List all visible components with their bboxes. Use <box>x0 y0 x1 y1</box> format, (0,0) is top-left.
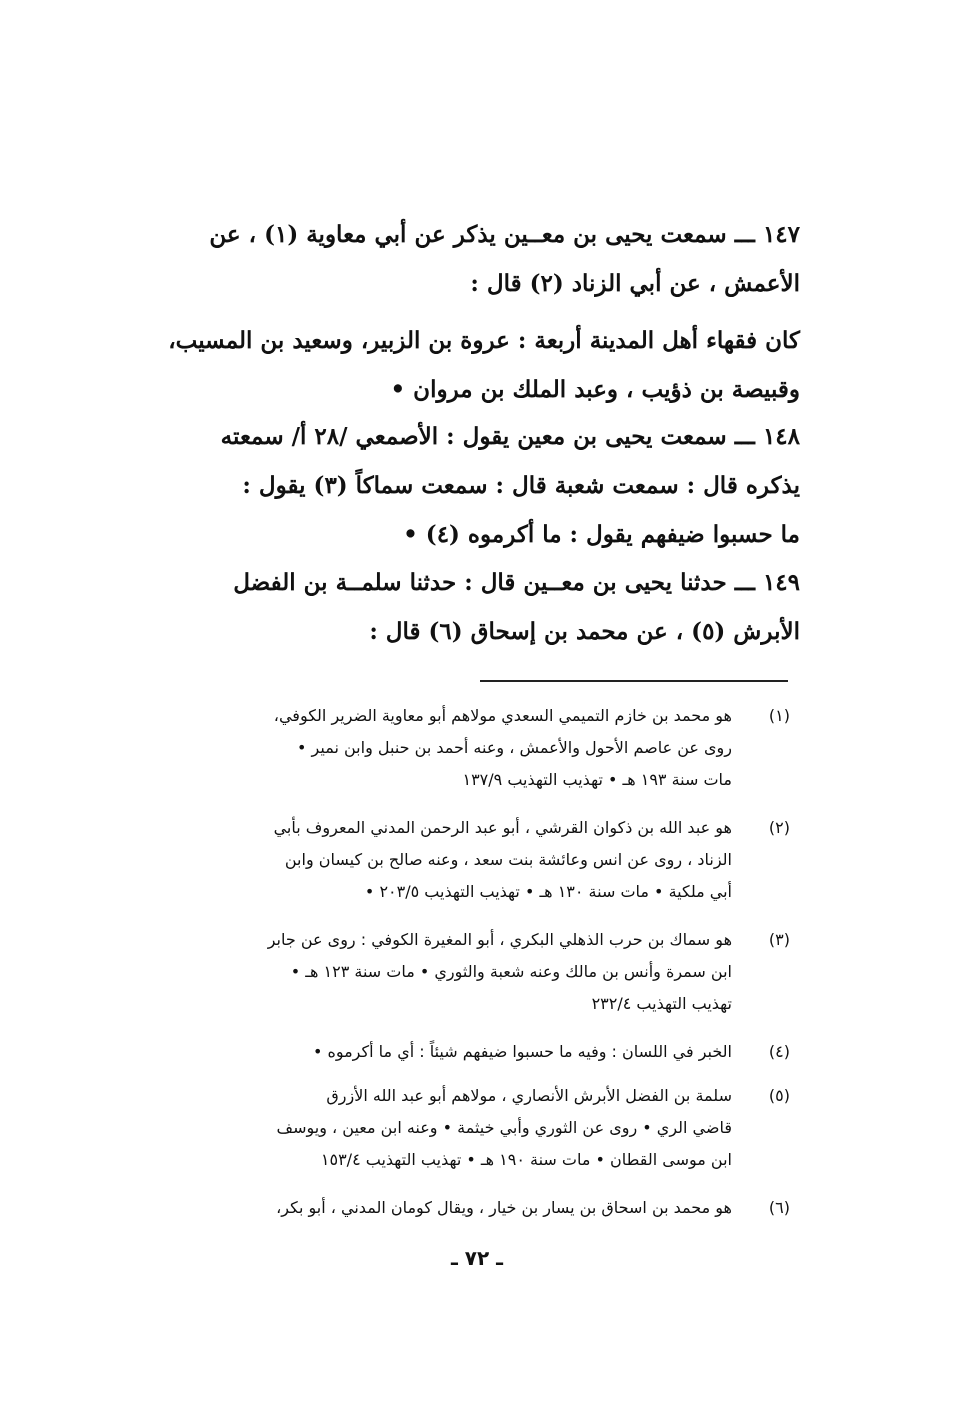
footnote-number: (١) <box>768 706 790 725</box>
entry-149 <box>140 558 800 656</box>
text-line: سلمة بن الفضل الأبرش الأنصاري ، مولاهم أبو عبد الله الأزرق <box>326 1086 732 1105</box>
text-line: هو سماك بن حرب الذهلي البكري ، أبو المغيرة الكوفي : روى عن جابر <box>267 930 732 949</box>
text-line: قاضي الري • روى عن الثوري وأبي خيثمة • وعنه ابن معين ، ويوسف <box>276 1118 732 1137</box>
main-text <box>140 510 832 559</box>
text-line: مات سنة ١٩٣ هـ • تهذيب التهذيب ١٣٧/٩ <box>462 770 732 789</box>
footnote-text <box>140 1192 732 1224</box>
footnote-3 <box>140 924 790 1020</box>
footnote-separator <box>480 680 788 682</box>
text-line: أبي ملكية • مات سنة ١٣٠ هـ • تهذيب التهذيب ٢٠٣/٥ • <box>364 882 732 901</box>
footnote-text <box>140 700 732 796</box>
text-line: ما حسبوا ضيفهم يقول : ما أكرموه (٤) • <box>403 521 800 548</box>
footnote-text <box>140 1080 732 1176</box>
text-line: هو عبد الله بن ذكوان القرشي ، أبو عبد الرحمن المدني المعروف بأبي <box>273 818 732 837</box>
footnote-number: (٤) <box>768 1042 790 1061</box>
text-line: هو محمد بن اسحاق بن يسار بن خيار ، ويقال كومان المدني ، أبو بكر، <box>276 1198 732 1217</box>
main-text <box>140 316 832 414</box>
text-line: ١٤٩ ـــ حدثنا يحيى بن معــين قال : حدثنا سلمــة بن الفضل <box>233 569 800 596</box>
text-line: الزناد ، روى عن انس وعائشة بنت سعد ، وعنه صالح بن كيسان وابن <box>284 850 732 869</box>
footnote-number: (٦) <box>768 1198 790 1217</box>
footnote-number: (٣) <box>768 930 790 949</box>
text-line: الأعمش ، عن أبي الزناد (٢) قال : <box>470 270 800 297</box>
text-line: وقبيصة بن ذؤيب ، وعبد الملك بن مروان • <box>390 376 800 403</box>
footnote-5 <box>140 1080 790 1176</box>
entry-148 <box>140 412 800 510</box>
text-line: ابن سمرة وأنس بن مالك وعنه شعبة والثوري • مات سنة ١٢٣ هـ • <box>290 962 732 981</box>
footnote-number: (٢) <box>768 818 790 837</box>
text-line: ابن موسى القطان • مات سنة ١٩٠ هـ • تهذيب التهذيب ١٥٣/٤ <box>320 1150 732 1169</box>
text-line: الخبر في اللسان : وفيه ما حسبوا ضيفهم شيئاً : أي ما أكرموه • <box>312 1042 732 1061</box>
text-line: ١٤٨ ـــ سمعت يحيى بن معين يقول : الأصمعي /٢٨ أ/ سمعته <box>220 423 800 450</box>
footnote-1 <box>140 700 790 796</box>
text-line: هو محمد بن خازم التميمي السعدي مولاهم أبو معاوية الضرير الكوفي، <box>273 706 732 725</box>
footnote-4 <box>140 1036 790 1068</box>
footnote-6 <box>140 1192 790 1224</box>
quote-fuqaha <box>140 316 800 414</box>
text-line: كان فقهاء أهل المدينة أربعة : عروة بن الزبير، وسعيد بن المسيب، <box>168 327 800 354</box>
text-line: يذكره قال : سمعت شعبة قال : سمعت سماكاً (٣) يقول : <box>242 472 800 499</box>
entry-147 <box>140 210 800 308</box>
footnote-text <box>140 812 732 908</box>
text-line: الأبرش (٥) ، عن محمد بن إسحاق (٦) قال : <box>369 618 800 645</box>
footnote-text <box>140 1036 732 1068</box>
quote-asmai <box>140 510 800 559</box>
text-line: تهذيب التهذيب ٢٣٢/٤ <box>591 994 732 1013</box>
page-number: ـ ٧٢ ـ <box>450 1246 504 1270</box>
text-line: ١٤٧ ـــ سمعت يحيى بن معــين يذكر عن أبي معاوية (١) ، عن <box>209 221 800 248</box>
text-line: روى عن عاصم الأحول والأعمش ، وعنه أحمد بن حنبل وابن نمير • <box>297 738 732 757</box>
main-text <box>140 412 800 510</box>
footnote-2 <box>140 812 790 908</box>
footnote-text <box>140 924 732 1020</box>
footnote-number: (٥) <box>768 1086 790 1105</box>
main-text <box>140 210 800 308</box>
main-text <box>140 558 800 656</box>
